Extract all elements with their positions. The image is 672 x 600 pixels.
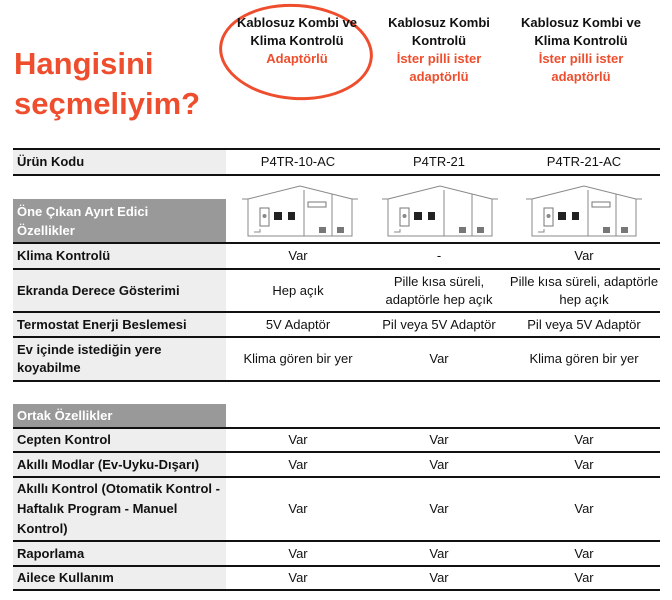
cell: Klima gören bir yer [243, 351, 353, 366]
house-with-ac-diagram [240, 182, 360, 240]
column-power: adaptörlü [551, 69, 611, 84]
cell: Var [429, 456, 449, 472]
cell: 5V Adaptör [265, 316, 331, 332]
column-power: adaptörlü [409, 69, 469, 84]
section-header-common-features: Ortak Özellikler [13, 404, 226, 427]
cell: Var [574, 248, 594, 263]
column-name: Klima Kontrolü [250, 33, 344, 48]
cell: Pille kısa süreli, adaptörle hep açık [385, 273, 493, 307]
cell: Var [288, 432, 308, 447]
product-code-3: P4TR-21-AC [546, 154, 622, 169]
cell: Var [288, 501, 308, 516]
row-label-placement: Ev içinde istediğin yere koyabilme [13, 338, 226, 380]
cell: Klima gören bir yer [529, 351, 639, 366]
row-label-mobile-control: Cepten Kontrol [13, 429, 226, 451]
column-header-1 [224, 14, 370, 68]
row-label-ac-control: Klima Kontrolü [13, 244, 226, 268]
house-without-ac-diagram [380, 182, 500, 240]
cell: Var [429, 432, 449, 447]
column-power: İster pilli ister [396, 51, 482, 66]
cell: Var [288, 545, 308, 561]
product-code-1: P4TR-10-AC [260, 154, 336, 169]
divider [13, 174, 660, 176]
divider [13, 380, 660, 382]
cell: Var [429, 351, 449, 366]
row-label-smart-control: Akıllı Kontrol (Otomatik Kontrol - Haftalık Program - Manuel Kontrol) [13, 478, 226, 540]
cell: - [436, 248, 442, 263]
house-with-ac-diagram [524, 182, 644, 240]
cell: Var [429, 545, 449, 561]
cell: Var [574, 456, 594, 472]
column-name: Kablosuz Kombi ve [521, 15, 641, 30]
row-label-reporting: Raporlama [13, 542, 226, 565]
column-header-3 [508, 14, 654, 86]
row-label-family-use: Ailece Kullanım [13, 567, 226, 589]
cell: Var [429, 501, 449, 516]
cell: Pille kısa süreli, adaptörle hep açık [509, 273, 659, 307]
column-power: Adaptörlü [266, 51, 328, 66]
cell: Var [429, 570, 449, 585]
column-name: Kontrolü [411, 33, 467, 48]
section-header-distinctive-features [13, 199, 226, 242]
row-label-smart-modes: Akıllı Modlar (Ev-Uyku-Dışarı) [13, 453, 226, 476]
cell: Var [574, 432, 594, 447]
row-label-product-code: Ürün Kodu [13, 150, 226, 174]
column-name: Klima Kontrolü [534, 33, 628, 48]
cell: Pil veya 5V Adaptör [382, 316, 496, 332]
product-code-2: P4TR-21 [412, 154, 466, 169]
cell: Var [288, 456, 308, 472]
divider [13, 589, 660, 591]
cell: Var [288, 248, 308, 263]
cell: Pil veya 5V Adaptör [527, 316, 641, 332]
row-label-power: Termostat Enerji Beslemesi [13, 313, 226, 336]
cell: Var [574, 501, 594, 516]
cell: Hep açık [272, 282, 324, 298]
column-name: Kablosuz Kombi [388, 15, 490, 30]
column-header-2 [366, 14, 512, 86]
column-power: İster pilli ister [538, 51, 624, 66]
section-title: Özellikler [17, 223, 75, 238]
row-label-display: Ekranda Derece Gösterimi [13, 270, 226, 311]
section-title: Öne Çıkan Ayırt Edici [17, 204, 149, 219]
column-name: Kablosuz Kombi ve [237, 15, 357, 30]
title-line-2: seçmeliyim? [14, 86, 201, 121]
cell: Var [574, 570, 594, 585]
cell: Var [288, 570, 308, 585]
page-title [14, 44, 234, 124]
cell: Var [574, 545, 594, 561]
title-line-1: Hangisini [14, 46, 154, 81]
